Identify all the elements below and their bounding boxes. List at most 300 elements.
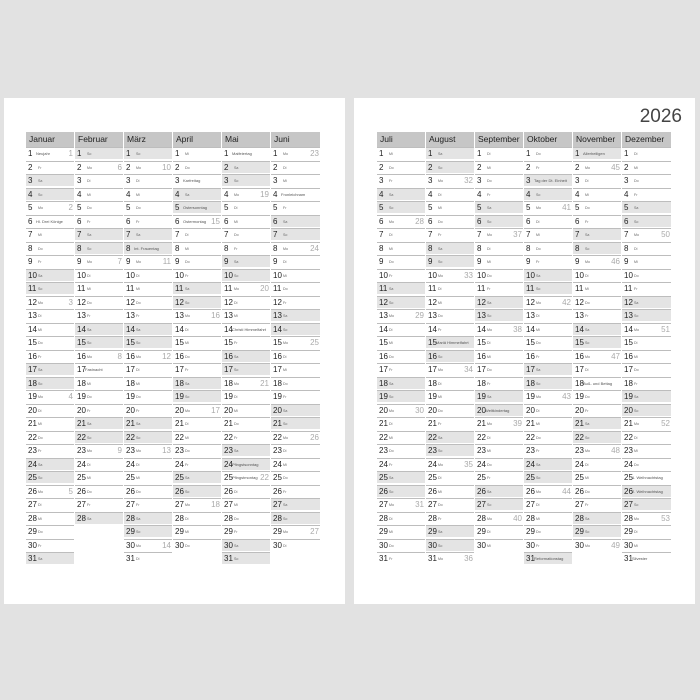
day-cell: [622, 161, 671, 173]
day-cell: [271, 215, 320, 227]
weekday-label: So: [136, 435, 141, 440]
day-number: 26: [273, 486, 282, 496]
weekday-label: Sa: [283, 314, 288, 318]
day-cell: [222, 539, 270, 551]
weekday-label: Sa: [136, 233, 141, 237]
day-number: 20: [175, 405, 184, 415]
day-number: 29: [526, 527, 535, 536]
weekday-label: So: [585, 530, 590, 534]
weekday-label: Do: [536, 152, 541, 156]
weekday-label: So: [634, 408, 639, 413]
week-number: 14: [162, 540, 171, 550]
weekday-label: Mo: [585, 543, 590, 548]
day-number: 1: [126, 149, 131, 158]
day-number: 8: [624, 243, 629, 253]
weekday-label: Do: [487, 368, 492, 372]
day-number: 2: [379, 162, 384, 172]
day-cell: [426, 228, 474, 240]
day-number: 28: [28, 513, 37, 523]
day-cell: [426, 458, 474, 470]
weekday-label: Sa: [536, 368, 541, 372]
day-number: 10: [526, 270, 535, 280]
day-cell: [573, 525, 621, 537]
day-cell: [622, 417, 671, 429]
weekday-label: Di: [389, 327, 393, 332]
day-cell: [75, 174, 123, 186]
weekday-label: Di: [185, 327, 189, 332]
week-number: 22: [260, 473, 269, 482]
day-cell: [377, 498, 425, 510]
weekday-label: Di: [283, 165, 287, 170]
weekday-label: Fr: [536, 260, 540, 264]
day-number: 12: [477, 297, 486, 307]
day-cell: [173, 282, 221, 294]
day-number: 20: [624, 405, 633, 415]
day-number: 10: [126, 270, 135, 280]
day-number: 13: [175, 311, 184, 320]
day-number: 8: [224, 243, 229, 253]
weekday-label: Mo: [136, 449, 141, 453]
day-number: 10: [379, 270, 388, 280]
day-cell: [26, 269, 74, 281]
weekday-label: Di: [38, 314, 42, 318]
day-cell: [377, 215, 425, 227]
day-number: 12: [575, 297, 584, 307]
day-number: 8: [77, 243, 82, 253]
weekday-label: So: [38, 192, 43, 197]
weekday-label: Fr: [487, 476, 491, 480]
weekday-label: Fr: [185, 462, 189, 467]
weekday-label: Fr: [87, 408, 91, 413]
weekday-label: Sa: [487, 300, 492, 305]
week-number: 42: [562, 297, 571, 307]
day-cell: [222, 458, 270, 470]
day-cell: [524, 188, 572, 200]
day-number: 27: [28, 500, 37, 509]
weekday-label: Do: [634, 368, 639, 372]
week-number: 23: [310, 149, 319, 158]
day-cell: [222, 228, 270, 240]
day-number: 5: [175, 203, 180, 212]
weekday-label: Fr: [185, 273, 189, 278]
day-number: 23: [273, 446, 282, 455]
weekday-label: Do: [234, 516, 239, 521]
day-number: 27: [126, 500, 135, 509]
weekday-label: Mo: [38, 300, 43, 305]
day-cell: [26, 444, 74, 456]
weekday-label: Sa: [38, 273, 43, 278]
day-number: 21: [28, 419, 37, 428]
holiday-label: 1. Weihnachtstag: [632, 475, 663, 480]
day-cell: [124, 390, 172, 402]
weekday-label: Fr: [438, 327, 442, 332]
day-cell: [377, 296, 425, 308]
weekday-label: Fr: [438, 422, 442, 426]
day-number: 9: [77, 257, 82, 266]
weekday-label: Di: [634, 530, 638, 534]
week-number: 49: [611, 540, 620, 550]
day-cell: [573, 228, 621, 240]
day-cell: [622, 269, 671, 281]
day-cell: [524, 539, 572, 551]
day-cell: [524, 350, 572, 362]
day-cell: [124, 242, 172, 254]
week-number: 10: [162, 162, 171, 172]
day-cell: [26, 188, 74, 200]
weekday-label: Mi: [536, 233, 540, 237]
day-number: 15: [175, 338, 184, 347]
week-number: 5: [68, 486, 73, 496]
weekday-label: Sa: [438, 246, 443, 251]
holiday-label: Hl. Drei Könige: [36, 218, 63, 224]
weekday-label: Mi: [234, 314, 238, 318]
weekday-label: Mi: [389, 152, 393, 156]
day-cell: [75, 431, 123, 443]
day-number: 1: [175, 149, 180, 158]
day-number: 10: [175, 270, 184, 280]
day-cell: [377, 471, 425, 483]
weekday-label: Sa: [136, 327, 141, 332]
day-cell: [173, 147, 221, 159]
day-cell: [271, 323, 320, 335]
day-number: 12: [126, 297, 135, 307]
week-number: 36: [464, 554, 473, 563]
weekday-label: Mo: [234, 287, 239, 291]
day-cell: [75, 377, 123, 389]
day-number: 5: [428, 203, 433, 212]
day-number: 24: [526, 459, 535, 469]
day-cell: [524, 174, 572, 186]
day-cell: [271, 296, 320, 308]
day-number: 26: [77, 486, 86, 496]
weekday-label: Di: [87, 273, 91, 278]
weekday-label: Sa: [87, 327, 92, 332]
weekday-label: Do: [38, 530, 43, 534]
weekday-label: Mo: [38, 395, 43, 399]
day-cell: [622, 539, 671, 551]
day-cell: [573, 161, 621, 173]
weekday-label: Fr: [487, 192, 491, 197]
day-cell: [377, 390, 425, 402]
day-cell: [573, 147, 621, 159]
weekday-label: Do: [87, 300, 92, 305]
day-cell: [173, 201, 221, 213]
weekday-label: Mi: [234, 503, 238, 507]
weekday-label: Mo: [536, 206, 541, 210]
weekday-label: Di: [38, 408, 42, 413]
weekday-label: Sa: [283, 219, 288, 224]
day-cell: [271, 309, 320, 321]
day-cell: [377, 444, 425, 456]
day-number: 9: [428, 257, 433, 266]
holiday-label: Tag der Dt. Einheit: [534, 178, 567, 183]
day-number: 22: [379, 432, 388, 442]
holiday-label: Fronleichnam: [281, 191, 306, 197]
day-number: 1: [477, 149, 482, 158]
day-cell: [426, 363, 474, 375]
day-cell: [573, 188, 621, 200]
weekday-label: Sa: [38, 557, 43, 561]
weekday-label: Do: [185, 165, 190, 170]
weekday-label: Fr: [136, 219, 140, 224]
day-cell: [124, 431, 172, 443]
weekday-label: Do: [438, 219, 443, 224]
day-number: 27: [77, 500, 86, 509]
day-number: 1: [428, 149, 433, 158]
weekday-label: Mi: [185, 152, 189, 156]
day-number: 8: [379, 243, 384, 253]
day-number: 1: [224, 149, 229, 158]
weekday-label: Sa: [38, 462, 43, 467]
day-cell: [222, 485, 270, 497]
day-number: 10: [477, 270, 486, 280]
weekday-label: Do: [536, 530, 541, 534]
day-number: 17: [477, 365, 486, 374]
weekday-label: Mi: [87, 287, 91, 291]
day-number: 17: [624, 365, 633, 374]
day-number: 4: [28, 189, 33, 199]
weekday-label: Fr: [487, 287, 491, 291]
day-cell: [573, 363, 621, 375]
day-cell: [475, 255, 523, 267]
day-number: 13: [126, 311, 135, 320]
holiday-label: Pfingstsonntag: [232, 461, 259, 467]
weekday-label: Mo: [438, 179, 443, 183]
day-number: 9: [477, 257, 482, 266]
day-cell: [475, 431, 523, 443]
weekday-label: Sa: [438, 152, 443, 156]
day-cell: [124, 444, 172, 456]
weekday-label: Sa: [136, 422, 141, 426]
weekday-label: Mo: [283, 341, 288, 345]
weekday-label: Di: [438, 192, 442, 197]
weekday-label: Mi: [185, 341, 189, 345]
day-cell: [524, 161, 572, 173]
weekday-label: Di: [634, 435, 638, 440]
day-cell: [173, 444, 221, 456]
weekday-label: Fr: [585, 408, 589, 413]
holiday-label: Ostermontag: [183, 218, 207, 224]
weekday-label: Do: [438, 503, 443, 507]
day-cell: [622, 255, 671, 267]
weekday-label: Fr: [38, 165, 42, 170]
day-number: 19: [224, 392, 233, 401]
day-cell: [475, 377, 523, 389]
weekday-label: Mi: [38, 422, 42, 426]
day-cell: [622, 390, 671, 402]
week-number: 21: [260, 378, 269, 388]
day-number: 16: [379, 351, 388, 361]
day-cell: [124, 174, 172, 186]
day-number: 20: [126, 405, 135, 415]
day-cell: [26, 215, 74, 227]
day-number: 22: [224, 432, 233, 442]
month-column: [124, 132, 173, 572]
day-number: 7: [477, 230, 482, 239]
day-cell: [573, 174, 621, 186]
weekday-label: Do: [487, 179, 492, 183]
day-cell: [426, 444, 474, 456]
weekday-label: Fr: [136, 314, 140, 318]
day-cell: [622, 201, 671, 213]
weekday-label: Do: [389, 165, 394, 170]
day-number: 3: [526, 176, 531, 185]
day-number: 30: [477, 540, 486, 550]
week-number: 8: [117, 351, 122, 361]
day-number: 30: [126, 540, 135, 550]
day-number: 20: [77, 405, 86, 415]
weekday-label: Mi: [136, 287, 140, 291]
day-cell: [377, 323, 425, 335]
weekday-label: Di: [234, 300, 238, 305]
day-number: 1: [624, 149, 629, 158]
day-number: 21: [477, 419, 486, 428]
week-number: 3: [68, 297, 73, 307]
weekday-label: Fr: [389, 368, 393, 372]
day-number: 20: [526, 405, 535, 415]
weekday-label: Mi: [634, 354, 638, 359]
day-cell: [222, 255, 270, 267]
weekday-label: So: [87, 152, 92, 156]
day-cell: [426, 309, 474, 321]
day-number: 2: [575, 162, 580, 172]
month-column: [426, 132, 475, 572]
day-cell: [271, 228, 320, 240]
day-cell: [124, 228, 172, 240]
weekday-label: Do: [283, 381, 288, 386]
day-number: 30: [175, 540, 184, 550]
day-number: 19: [175, 392, 184, 401]
day-cell: [124, 201, 172, 213]
weekday-label: Mi: [389, 435, 393, 440]
day-number: 12: [28, 297, 37, 307]
week-number: 17: [211, 405, 220, 415]
weekday-label: Fr: [87, 503, 91, 507]
day-cell: [26, 498, 74, 510]
day-number: 10: [224, 270, 233, 280]
day-cell: [75, 498, 123, 510]
day-number: 22: [526, 432, 535, 442]
day-number: 25: [77, 473, 86, 482]
day-cell: [377, 255, 425, 267]
day-cell: [173, 309, 221, 321]
day-number: 10: [28, 270, 37, 280]
day-number: 22: [126, 432, 135, 442]
day-number: 25: [575, 473, 584, 482]
weekday-label: Di: [283, 354, 287, 359]
weekday-label: Di: [234, 489, 238, 494]
week-number: 13: [162, 446, 171, 455]
weekday-label: Fr: [487, 381, 491, 386]
weekday-label: Do: [438, 408, 443, 413]
day-number: 29: [224, 527, 233, 536]
weekday-label: Do: [389, 543, 394, 548]
day-number: 19: [526, 392, 535, 401]
weekday-label: Do: [87, 489, 92, 494]
day-cell: [75, 269, 123, 281]
day-number: 18: [175, 378, 184, 388]
day-cell: [75, 201, 123, 213]
day-cell: [222, 147, 270, 159]
day-cell: [75, 471, 123, 483]
weekday-label: Do: [185, 449, 190, 453]
weekday-label: Do: [283, 476, 288, 480]
day-cell: [475, 161, 523, 173]
weekday-label: Mi: [487, 260, 491, 264]
day-cell: [271, 417, 320, 429]
day-number: 18: [273, 378, 282, 388]
day-cell: [524, 417, 572, 429]
day-number: 28: [379, 513, 388, 523]
day-number: 8: [428, 243, 433, 253]
weekday-label: Do: [536, 341, 541, 345]
day-number: 24: [175, 459, 184, 469]
day-cell: [475, 390, 523, 402]
weekday-label: Mi: [38, 233, 42, 237]
day-number: 25: [28, 473, 37, 482]
day-number: 24: [77, 459, 86, 469]
weekday-label: Fr: [438, 516, 442, 521]
month-header: April: [173, 132, 221, 147]
day-number: 16: [77, 351, 86, 361]
day-cell: [173, 404, 221, 416]
day-number: 2: [77, 162, 82, 172]
weekday-label: Di: [634, 246, 638, 251]
day-number: 21: [428, 419, 437, 428]
holiday-label: Weltkindertag: [485, 407, 510, 413]
day-cell: [524, 444, 572, 456]
day-number: 27: [624, 500, 633, 509]
day-number: 3: [379, 176, 384, 185]
weekday-label: Sa: [38, 368, 43, 372]
day-number: 28: [224, 513, 233, 523]
day-number: 27: [175, 500, 184, 509]
weekday-label: So: [87, 246, 92, 251]
day-cell: [475, 350, 523, 362]
day-number: 12: [428, 297, 437, 307]
day-number: 31: [28, 554, 37, 563]
day-number: 5: [526, 203, 531, 212]
weekday-label: Di: [234, 206, 238, 210]
weekday-label: Do: [234, 422, 239, 426]
day-number: 17: [28, 365, 37, 374]
day-number: 24: [624, 459, 633, 469]
day-number: 17: [175, 365, 184, 374]
day-cell: [222, 498, 270, 510]
day-number: 21: [379, 419, 388, 428]
week-number: 20: [260, 284, 269, 293]
day-number: 18: [575, 378, 584, 388]
day-cell: [26, 471, 74, 483]
week-number: 35: [464, 459, 473, 469]
day-cell: [124, 485, 172, 497]
day-cell: [377, 431, 425, 443]
weekday-label: Mo: [487, 233, 492, 237]
weekday-label: Di: [136, 557, 140, 561]
day-number: 6: [526, 216, 531, 226]
holiday-label: Mariä Himmelfahrt: [436, 340, 469, 345]
day-cell: [124, 539, 172, 551]
weekday-label: Fr: [536, 543, 540, 548]
weekday-label: Fr: [283, 300, 287, 305]
weekday-label: Di: [389, 422, 393, 426]
weekday-label: Mo: [185, 503, 190, 507]
weekday-label: So: [136, 530, 141, 534]
day-number: 5: [77, 203, 82, 212]
weekday-label: Di: [536, 408, 540, 413]
weekday-label: Fr: [87, 314, 91, 318]
day-cell: [124, 255, 172, 267]
